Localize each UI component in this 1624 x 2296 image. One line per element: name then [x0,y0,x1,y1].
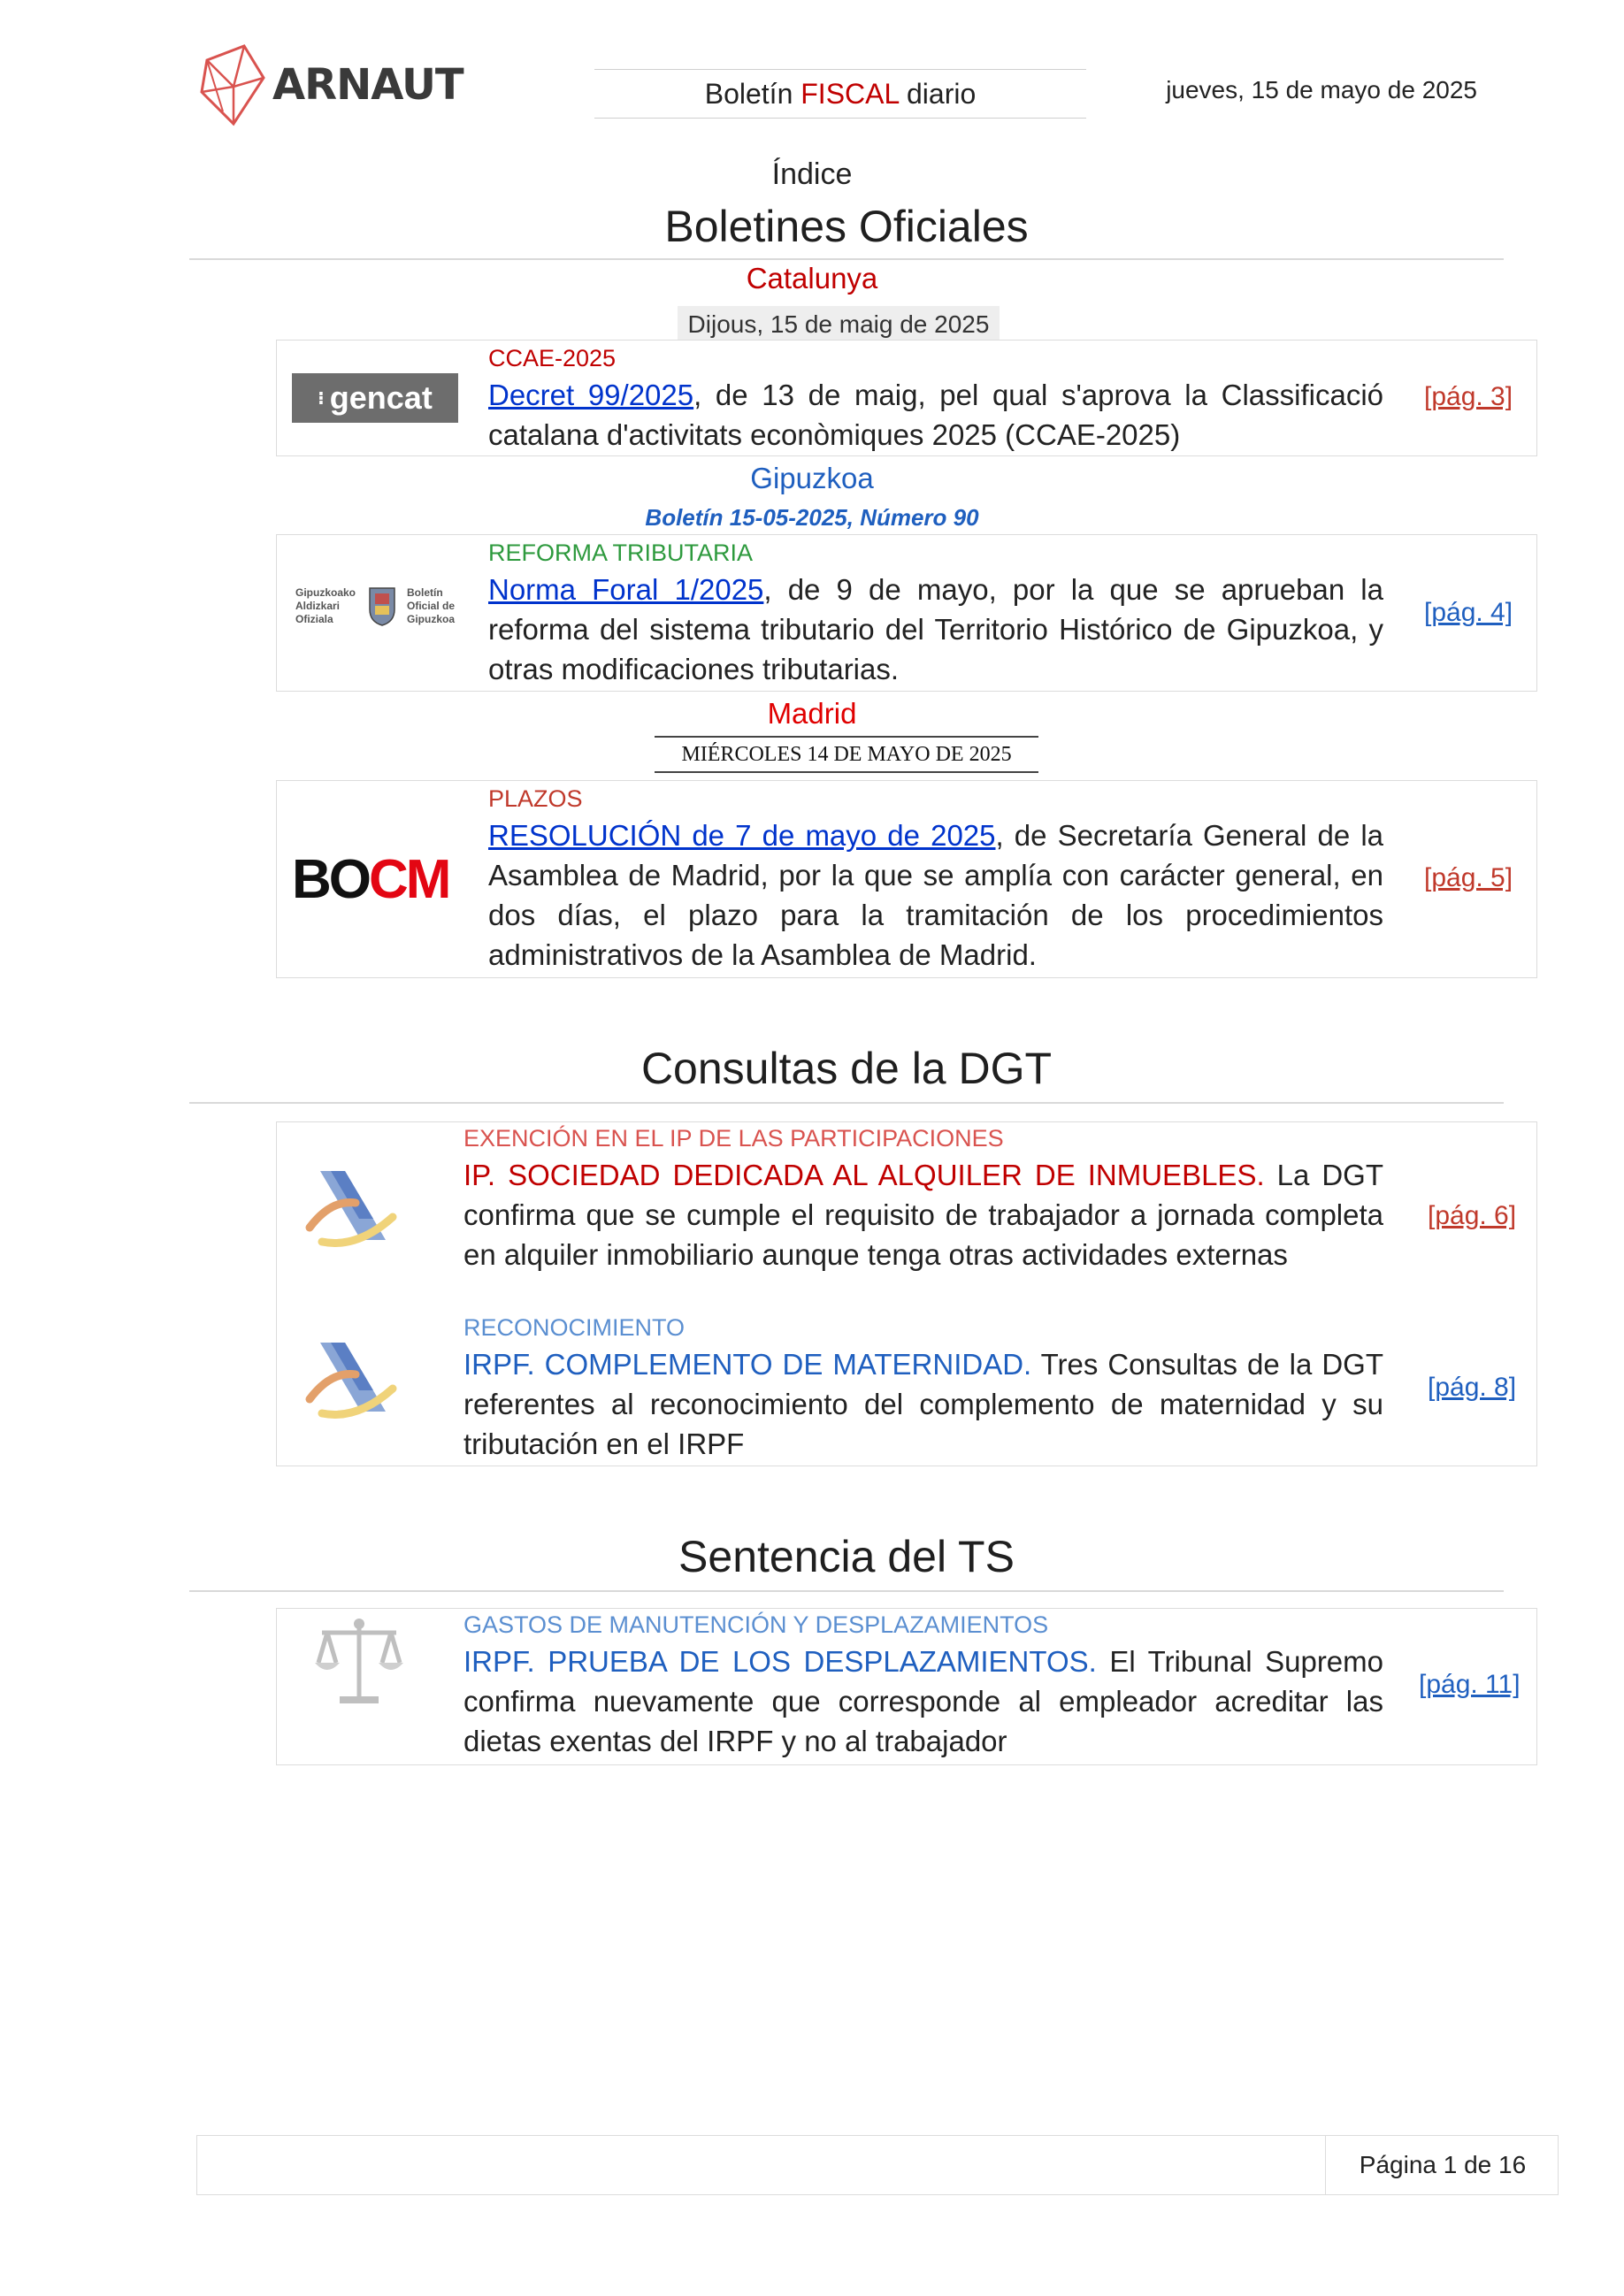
page-number: Página 1 de 16 [1359,2151,1527,2178]
company-logo [198,41,463,129]
link-norma-foral-1-2025[interactable]: Norma Foral 1/2025 [488,573,764,606]
entry-text-dgt-1 [463,1155,1383,1274]
entry-body: , de Secretaría General de la Asamblea de Madrid, por la que se amplía con carácter general, en dos días, el plazo para la tramitación de los procedimientos administrativos de la Asamblea de Madrid. [488,819,1383,971]
headline-ip-sociedad[interactable]: IP. SOCIEDAD DEDICADA AL ALQUILER DE INMUEBLES. [463,1159,1265,1191]
section-title-dgt: Consultas de la DGT [189,1040,1504,1104]
category-reforma: REFORMA TRIBUTARIA [488,540,754,566]
aeat-logo-icon [304,1164,402,1252]
entry-body: La DGT confirma que se cumple el requisito de trabajador a jornada completa en alquiler inmobiliario aunque tenga otras actividades externas [463,1159,1383,1271]
gencat-logo [292,373,458,423]
page-link-5[interactable]: [pág. 5] [1424,863,1513,892]
region-madrid: Madrid [767,697,857,730]
index-title: Índice [771,157,853,191]
category-ccae: CCAE-2025 [488,345,617,371]
page-link-6[interactable]: [pág. 6] [1428,1201,1517,1230]
region-catalunya: Catalunya [746,262,878,295]
coat-of-arms-icon [366,585,398,627]
bulletin-prefix: Boletín [704,78,801,110]
entry-body: Tres Consultas de la DGT referentes al reconocimiento del complemento de maternidad y su tributación en el IRPF [463,1348,1383,1460]
category-gastos-manutencion: GASTOS DE MANUTENCIÓN Y DESPLAZAMIENTOS [463,1611,1049,1638]
bocm-logo-cm: CM [369,849,449,910]
link-decret-99-2025[interactable]: Decret 99/2025 [488,379,694,411]
bocm-logo-bo: BO [292,849,369,910]
category-exencion-ip: EXENCIÓN EN EL IP DE LAS PARTICIPACIONES [463,1125,1004,1152]
section-title-ts: Sentencia del TS [189,1528,1504,1592]
page-link-4[interactable]: [pág. 4] [1424,598,1513,627]
entry-text-madrid [488,815,1383,975]
entry-text-ts [463,1642,1383,1761]
headline-complemento-maternidad[interactable]: IRPF. COMPLEMENTO DE MATERNIDAD. [463,1348,1032,1381]
catalunya-date: Dijous, 15 de maig de 2025 [678,306,1000,341]
entry-text-dgt-2 [463,1344,1383,1464]
headline-prueba-desplazamientos[interactable]: IRPF. PRUEBA DE LOS DESPLAZAMIENTOS. [463,1645,1097,1678]
entry-text-gipuzkoa [488,570,1383,689]
entry-body: , de 9 de mayo, por la que se aprueban la reforma del sistema tributario del Territorio Histórico de Gipuzkoa, y otras modificaciones tributarias. [488,573,1383,685]
entry-body: , de 13 de maig, pel qual s'aprova la Classificació catalana d'activitats econòmiques 2025 (CCAE-2025) [488,379,1383,451]
footer-divider [1325,2135,1326,2195]
gipuzkoa-bulletin: Boletín 15-05-2025, Número 90 [645,504,979,531]
bulletin-suffix: diario [899,78,977,110]
link-resolucion-7-mayo-2025[interactable]: RESOLUCIÓN de 7 de mayo de 2025 [488,819,996,852]
gencat-dots-icon: ⁝ [318,388,325,409]
header-date: jueves, 15 de mayo de 2025 [1166,76,1477,103]
category-plazos: PLAZOS [488,785,583,812]
section-title-boletines: Boletines Oficiales [189,198,1504,260]
scales-of-justice-icon [310,1613,409,1711]
entry-body: El Tribunal Supremo confirma nuevamente que corresponde al empleador acreditar las dietas exentas del IRPF y no al trabajador [463,1645,1384,1757]
entry-text-catalunya [488,375,1383,455]
gipuzkoa-logo [295,573,462,639]
page-link-11[interactable]: [pág. 11] [1419,1670,1521,1699]
bulletin-title [594,69,1086,119]
logo-text: ARNAUT [272,60,463,110]
category-reconocimiento: RECONOCIMIENTO [463,1314,686,1341]
gencat-logo-text: gencat [329,379,433,416]
gipuzkoa-logo-left: Gipuzkoako Aldizkari Ofiziala [295,585,356,625]
bocm-logo [292,849,460,911]
geometric-logo-icon [198,42,265,127]
page-link-8[interactable]: [pág. 8] [1428,1373,1517,1402]
page-link-3[interactable]: [pág. 3] [1424,382,1513,411]
gipuzkoa-logo-right: Boletín Oficial de Gipuzkoa [407,585,456,625]
aeat-logo-icon [304,1336,402,1424]
region-gipuzkoa: Gipuzkoa [750,462,874,494]
madrid-date: MIÉRCOLES 14 DE MAYO DE 2025 [655,736,1038,773]
bulletin-highlight: FISCAL [801,78,900,110]
